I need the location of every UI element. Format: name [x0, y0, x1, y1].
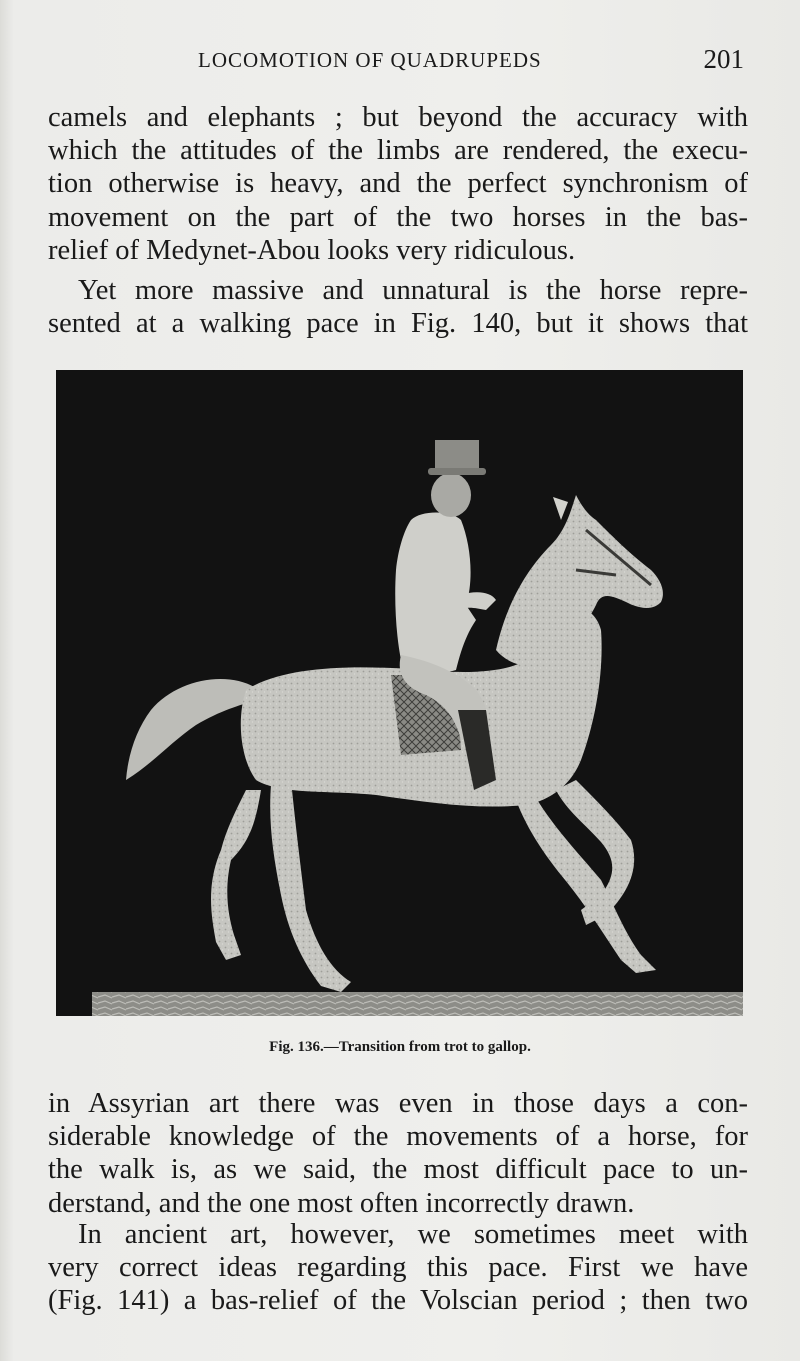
text-line: Yet more massive and unnatural is the horse repre- [78, 275, 748, 306]
rider-head [431, 473, 471, 517]
text-line: which the attitudes of the limbs are rendered, the execu- [48, 135, 748, 167]
text-line: relief of Medynet-Abou looks very ridiculous. [48, 234, 576, 266]
top-hat [435, 440, 479, 472]
horse-and-rider-photo [56, 370, 743, 1016]
figure-photograph [56, 370, 743, 1016]
page-number: 201 [703, 44, 744, 74]
text-line: the walk is, as we said, the most difficult pace to un- [48, 1154, 748, 1186]
page-header [48, 44, 744, 78]
hat-brim [428, 468, 486, 475]
figure-caption: Fig. 136.—Transition from trot to gallop. [269, 1039, 531, 1055]
text-line: In ancient art, however, we sometimes meet with [78, 1219, 748, 1250]
text-line: very correct ideas regarding this pace. First we have [48, 1252, 748, 1284]
paragraph-4 [48, 1218, 748, 1318]
ground-strip [92, 992, 743, 1016]
paragraph-3 [48, 1087, 748, 1220]
paragraph-1 [48, 101, 748, 267]
text-line: in Assyrian art there was even in those days a con- [48, 1088, 748, 1119]
text-line: camels and elephants ; but beyond the accuracy with [48, 102, 748, 133]
running-head: LOCOMOTION OF QUADRUPEDS [198, 48, 542, 72]
text-line: movement on the part of the two horses in the bas- [48, 201, 748, 233]
text-line: derstand, and the one most often incorrectly drawn. [48, 1187, 635, 1219]
text-line: (Fig. 141) a bas-relief of the Volscian period ; then two [48, 1285, 748, 1317]
text-line: tion otherwise is heavy, and the perfect synchronism of [48, 168, 748, 200]
text-line: siderable knowledge of the movements of a horse, for [48, 1121, 748, 1153]
text-line: sented at a walking pace in Fig. 140, but it shows that [48, 308, 748, 340]
paragraph-2 [48, 274, 748, 340]
